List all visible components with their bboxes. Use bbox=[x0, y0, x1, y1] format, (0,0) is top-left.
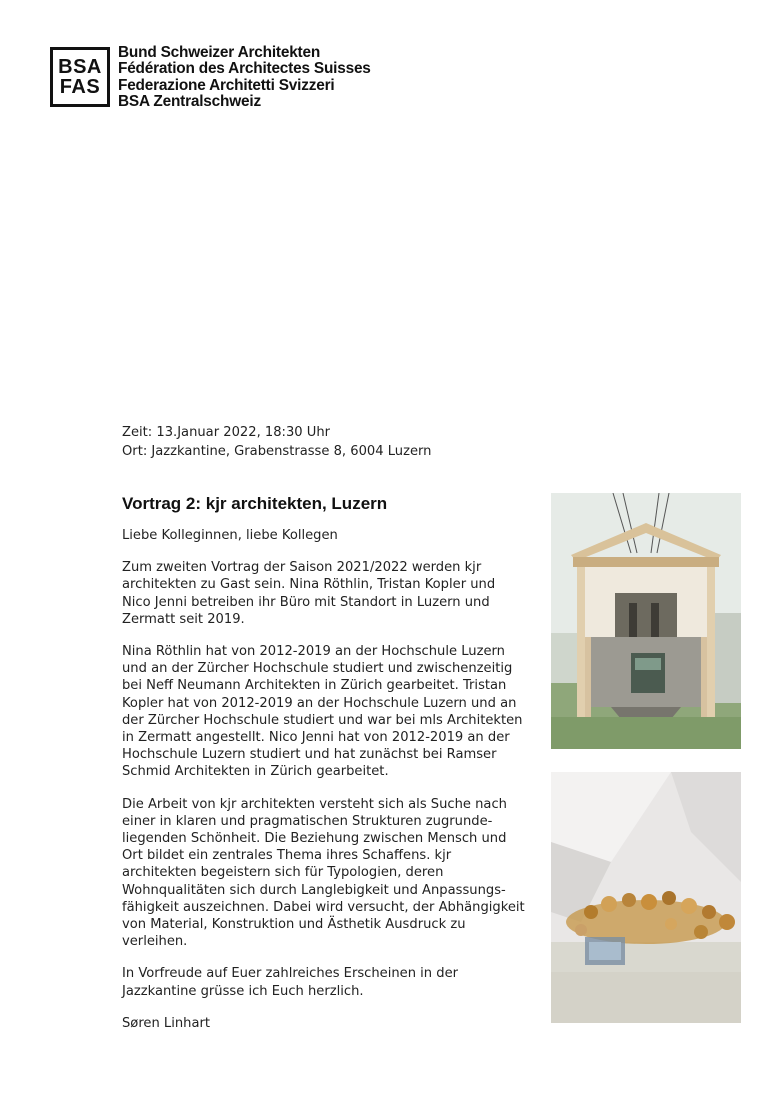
signature-name: Søren Linhart bbox=[122, 1015, 211, 1031]
org-name-french: Fédération des Architectes Suisses bbox=[118, 60, 371, 78]
text-line: liegenden Schönheit. Die Beziehung zwischen Mensch und bbox=[122, 831, 507, 847]
paragraph-intro bbox=[122, 559, 527, 628]
text-line: architekten zu Gast sein. Nina Röthlin, Tristan Kopler und bbox=[122, 577, 496, 593]
cable-car-station-rendering-icon bbox=[551, 493, 741, 749]
text-line: Liebe Kolleginnen, liebe Kollegen bbox=[122, 528, 338, 543]
text-line: in Zermatt angestellt. Nico Jenni hat von 2012-2019 an der bbox=[122, 730, 510, 746]
org-name-italian: Federazione Architetti Svizzeri bbox=[118, 76, 335, 94]
text-line: Kopler hat von 2012-2019 an der Hochschule Luzern und an bbox=[122, 695, 517, 711]
text-line: Wohnqualitäten sich durch Langlebigkeit und Anpassungs- bbox=[122, 882, 506, 898]
text-line: Nico Jenni betreiben ihr Büro mit Standort in Luzern und bbox=[122, 594, 490, 610]
text-line: Die Arbeit von kjr architekten versteht sich als Suche nach bbox=[122, 796, 507, 812]
paragraph-closing bbox=[122, 965, 527, 999]
event-place: Ort: Jazzkantine, Grabenstrasse 8, 6004 Luzern bbox=[122, 444, 432, 459]
greeting bbox=[122, 527, 527, 544]
cable-car-station-image bbox=[551, 493, 741, 749]
text-line: Jazzkantine grüsse ich Euch herzlich. bbox=[122, 983, 364, 999]
text-line: Schmid Architekten in Zürich gearbeitet. bbox=[122, 764, 389, 780]
logo-mark-top: BSA bbox=[58, 56, 102, 78]
text-line: Zum zweiten Vortrag der Saison 2021/2022 werden kjr bbox=[122, 560, 482, 576]
text-line: In Vorfreude auf Euer zahlreiches Erscheinen in der bbox=[122, 966, 459, 982]
signature bbox=[122, 1015, 527, 1032]
text-line: architekten begeistern sich für Typologien, deren bbox=[122, 865, 444, 881]
logo-mark-bottom: FAS bbox=[59, 76, 101, 98]
bsa-logo bbox=[50, 44, 371, 110]
architectural-model-image bbox=[551, 772, 741, 1023]
organization-names bbox=[118, 45, 371, 110]
letter-body bbox=[122, 527, 527, 1047]
event-time: Zeit: 13.Januar 2022, 18:30 Uhr bbox=[122, 425, 331, 440]
text-line: bei Neff Neumann Architekten in Zürich gearbeitet. Tristan bbox=[122, 678, 507, 694]
paragraph-philosophy bbox=[122, 796, 527, 951]
text-line: Hochschule Luzern studiert und hat zunächst bei Ramser bbox=[122, 747, 497, 763]
text-line: Nina Röthlin hat von 2012-2019 an der Hochschule Luzern bbox=[122, 644, 505, 660]
lecture-title: Vortrag 2: kjr architekten, Luzern bbox=[122, 494, 388, 513]
text-line: einer in klaren und pragmatischen Strukturen zugrunde- bbox=[122, 813, 493, 829]
text-line: Ort bildet ein zentrales Thema ihres Schaffens. kjr bbox=[122, 848, 452, 864]
paragraph-biographies bbox=[122, 643, 527, 781]
architectural-model-photo-icon bbox=[551, 772, 741, 1023]
text-line: der Zürcher Hochschule studiert und war bei mls Architekten bbox=[122, 712, 523, 728]
org-name-section: BSA Zentralschweiz bbox=[118, 92, 261, 110]
text-line: Zermatt seit 2019. bbox=[122, 611, 245, 627]
text-line: fähigkeit auszeichnen. Dabei wird versucht, der Abhängigkeit bbox=[122, 899, 525, 915]
event-details bbox=[122, 423, 431, 461]
org-name-german: Bund Schweizer Architekten bbox=[118, 44, 321, 61]
text-line: und an der Zürcher Hochschule studiert und zwischenzeitig bbox=[122, 661, 513, 677]
text-line: von Material, Konstruktion und Ästhetik Ausdruck zu bbox=[122, 917, 466, 933]
text-line: verleihen. bbox=[122, 934, 188, 950]
bsa-fas-logo-mark bbox=[50, 47, 110, 107]
